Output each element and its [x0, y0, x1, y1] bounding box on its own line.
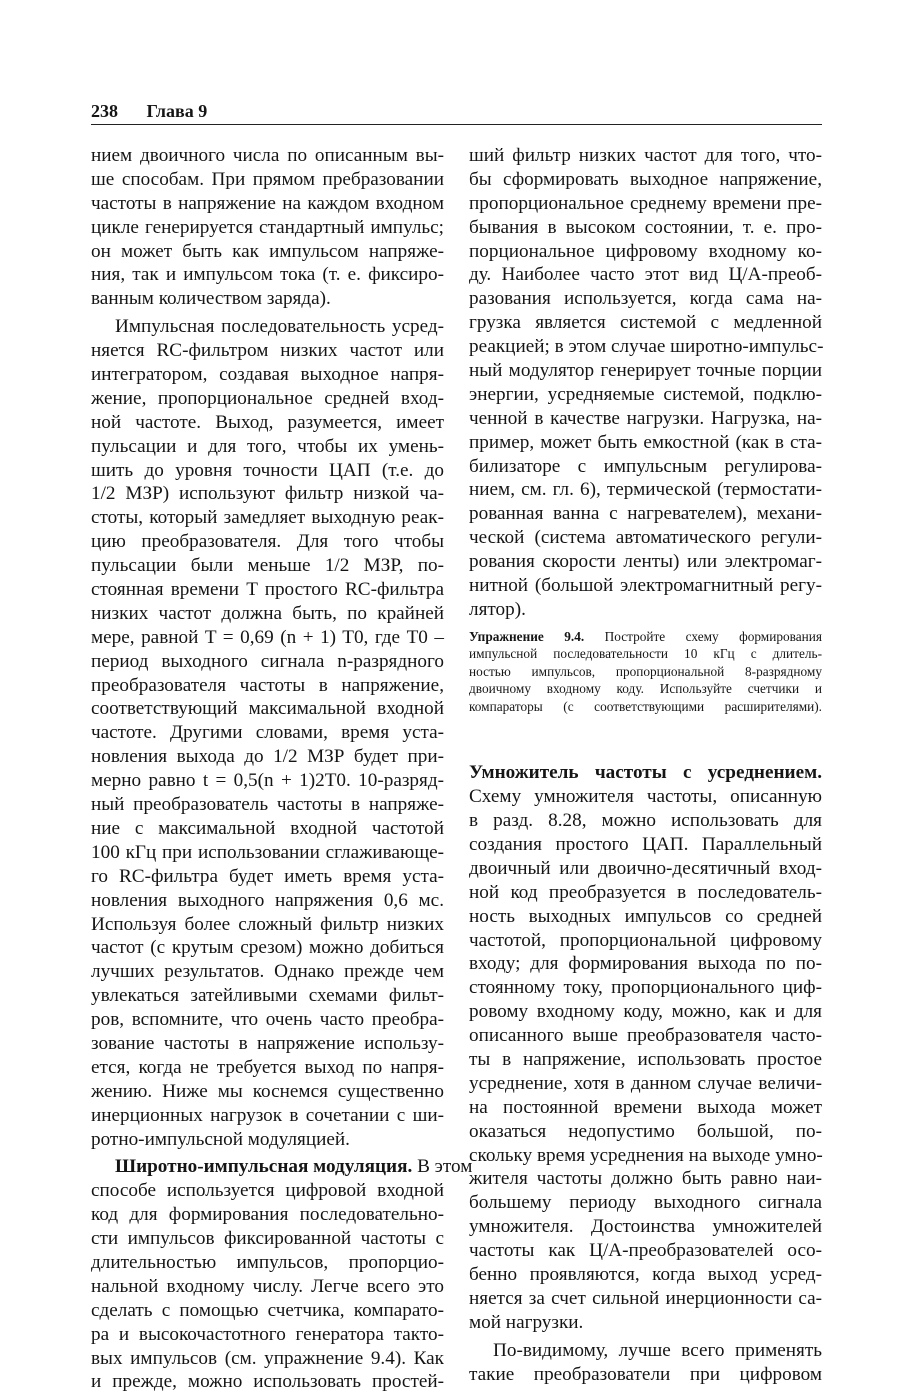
- text-line: Импульсная последовательность усред-: [115, 316, 444, 338]
- text-line: входу; для формирования выхода по по-: [469, 953, 822, 975]
- text-line: новления выхода до 1/2 МЗР будет при-: [91, 746, 444, 768]
- text-line: мой нагрузки.: [469, 1311, 584, 1333]
- text-line: нальной входному числу. Легче всего это: [91, 1275, 444, 1297]
- text-line: низких частот должна быть, по крайней: [91, 602, 444, 624]
- section-heading-line: [91, 1155, 473, 1179]
- text-line: на постоянной времени выхода может: [469, 1096, 822, 1118]
- exercise-line: компараторы (с соответствующими расширителями).: [469, 698, 822, 714]
- text-line: стоянному току, пропорционального циф-: [469, 977, 822, 999]
- section-heading-line: [469, 761, 822, 785]
- text-line: соответствующий максимальной входной: [91, 698, 444, 720]
- text-line: бы сформировать выходное напряжение,: [469, 168, 822, 190]
- text-fragment: Постройте схему формирования: [584, 628, 822, 644]
- text-line: мерно равно t = 0,5(n + 1)2T0. 10-разряд-: [91, 770, 444, 792]
- text-line: ротно-импульсной модуляцией.: [91, 1128, 350, 1150]
- text-line: частоте. Другими словами, время уста-: [91, 722, 444, 744]
- text-line: вых импульсов (см. упражнение 9.4). Как: [91, 1347, 444, 1369]
- text-line: оказаться недопустимо большой, по-: [469, 1120, 822, 1142]
- text-line: нием двоичного числа по описанным вы-: [91, 145, 444, 166]
- text-line: билизаторе с импульсным регулирова-: [469, 455, 822, 477]
- text-line: Используя более сложный фильтр низких: [91, 913, 444, 935]
- text-line: ший фильтр низких частот для того, что-: [469, 145, 822, 166]
- text-line: лятор).: [469, 598, 526, 620]
- text-line: бенно проявляются, когда выход усред-: [469, 1264, 822, 1286]
- chapter-title: Глава 9: [146, 101, 208, 121]
- text-line: способе используется цифровой входной: [91, 1180, 444, 1202]
- text-line: разования используется, когда сама на-: [469, 288, 822, 310]
- text-line: ние с максимальной входной частотой: [91, 817, 444, 839]
- text-line: частотой, пропорциональной цифровому: [469, 929, 822, 951]
- text-line: ется, когда не требуется выход по напря-: [91, 1056, 444, 1078]
- exercise-label: Упражнение 9.4.: [469, 628, 585, 644]
- text-line: он может быть как импульсом напряже-: [91, 240, 444, 262]
- text-line: ду. Наиболее часто этот вид Ц/А-преоб-: [469, 264, 822, 286]
- left-column: [91, 144, 473, 1394]
- text-line: пропорциональное среднему времени пре-: [469, 192, 822, 214]
- text-line: мере, равной T = 0,69 (n + 1) T0, где T0 –: [91, 626, 444, 648]
- exercise-line: двоичному входному коду. Используйте счетчики и: [469, 681, 822, 697]
- exercise-block: [469, 628, 822, 716]
- text-line: шить до уровня точности ЦАП (т.е. до: [91, 459, 444, 481]
- text-line: жению. Ниже мы коснемся существенно: [91, 1080, 444, 1102]
- section-heading-multiplier: Умножитель частоты с усреднением.: [469, 762, 822, 784]
- text-line: 1/2 МЗР) используют фильтр низкой ча-: [91, 483, 444, 505]
- text-line: интегратором, создавая выходное напря-: [91, 364, 444, 386]
- text-line: энергии, усредняемые системой, подклю-: [469, 383, 822, 405]
- text-line: описанного выше преобразователя часто-: [469, 1025, 822, 1047]
- text-line: пример, может быть емкостной (как в ста-: [469, 431, 822, 453]
- text-line: и прежде, можно использовать простей-: [91, 1371, 444, 1393]
- text-line: цию преобразователя. Для того чтобы: [91, 531, 444, 553]
- text-line: жителя частоты должно быть равно наи-: [469, 1168, 822, 1190]
- text-line: в разд. 8.28, можно использовать для: [469, 810, 822, 832]
- text-line: ванным количеством заряда).: [91, 288, 331, 310]
- running-header: [91, 98, 822, 125]
- text-line: ше способам. При прямом пребразовании: [91, 168, 444, 190]
- text-line: код для формирования последовательно-: [91, 1204, 444, 1226]
- text-line: пульсации и для того, чтобы их умень-: [91, 435, 444, 457]
- text-line: 100 кГц при использовании сглаживающе-: [91, 841, 444, 863]
- text-line: сделать с помощью счетчика, компарато-: [91, 1299, 444, 1321]
- text-line: пульсации были меньше 1/2 МЗР, по-: [91, 555, 444, 577]
- text-fragment: В этом: [412, 1156, 473, 1178]
- text-line: нием, см. гл. 6), термической (термостати-: [469, 479, 822, 501]
- right-column: [469, 144, 822, 1386]
- text-line: ра и высокочастотного генератора такто-: [91, 1323, 444, 1345]
- exercise-line: импульсной последовательности 10 кГц с длитель-: [469, 646, 822, 662]
- text-line: увлекаться затейливыми схемами фильт-: [91, 985, 444, 1007]
- text-line: няется RC-фильтром низких частот или: [91, 340, 444, 362]
- text-line: жение, пропорциональное средней вход-: [91, 387, 444, 409]
- text-line: двоичный или двоично-десятичный вход-: [469, 857, 822, 879]
- text-line: ров, вспомните, что очень часто преобра-: [91, 1009, 444, 1031]
- text-line: ной код преобразуется в последователь-: [469, 881, 822, 903]
- text-line: частот (с крутым срезом) можно добиться: [91, 937, 444, 959]
- text-line: усреднение, хотя в данном случае величи-: [469, 1072, 822, 1094]
- text-line: ровому входному коду, можно, как и для: [469, 1001, 822, 1023]
- text-line: ты в напряжение, использовать простое: [469, 1049, 822, 1070]
- text-line: рования скорости ленты) или электромаг-: [469, 551, 822, 573]
- text-line: цикле генерируется стандартный импульс;: [91, 216, 444, 238]
- text-line: скольку время усреднения на выходе умно-: [469, 1144, 823, 1166]
- text-line: частоты как Ц/А-преобразователей осо-: [469, 1240, 822, 1262]
- text-line: стоты, который замедляет выходную реак-: [91, 507, 444, 529]
- text-line: реакцией; в этом случае широтно-импульс-: [469, 336, 824, 358]
- text-line: няется за счет сильной инерционности са-: [469, 1287, 822, 1309]
- text-line: грузка является системой с медленной: [469, 312, 822, 334]
- text-line: такие преобразователи при цифровом: [469, 1363, 822, 1385]
- text-line: ный преобразователь частоты в напряже-: [91, 794, 444, 816]
- text-line: нитной (большой электромагнитный регу-: [469, 575, 822, 597]
- text-line: ния, так и импульсом тока (т. е. фиксиро-: [91, 264, 444, 286]
- text-line: ность выходных импульсов со средней: [469, 905, 822, 927]
- text-line: Схему умножителя частоты, описанную: [469, 786, 822, 808]
- text-line: большему периоду выходного сигнала: [469, 1192, 822, 1214]
- section-heading-pwm: Широтно-импульсная модуляция.: [115, 1156, 413, 1178]
- text-line: ный модулятор генерирует точные порции: [469, 360, 822, 382]
- text-line: новления выходного напряжения 0,6 мс.: [91, 889, 444, 911]
- text-line: стоянная времени T простого RC-фильтра: [91, 579, 444, 601]
- text-line: длительностью импульсов, пропорцио-: [91, 1251, 444, 1273]
- text-line: преобразователя частоты в напряжение,: [91, 674, 444, 696]
- text-line: ченной в качестве нагрузки. Нагрузка, на-: [469, 407, 822, 429]
- text-line: зование частоты в напряжение использу-: [91, 1032, 444, 1054]
- text-line: сти импульсов фиксированной частоты с: [91, 1228, 444, 1250]
- text-line: лучших результатов. Однако прежде чем: [91, 961, 444, 983]
- text-line: умножителя. Достоинства умножителей: [469, 1216, 822, 1238]
- text-line: бывания в высоком состоянии, т. е. про-: [469, 216, 822, 238]
- exercise-line: [469, 628, 822, 646]
- page-number: 238: [91, 101, 118, 121]
- text-line: По-видимому, лучше всего применять: [493, 1339, 822, 1361]
- text-line: рованная ванна с нагревателем), механи-: [469, 503, 822, 525]
- text-line: го RC-фильтра будет иметь время уста-: [91, 865, 444, 887]
- text-line: период выходного сигнала n-разрядного: [91, 650, 444, 672]
- text-line: частоты в напряжение на каждом входном: [91, 192, 444, 214]
- text-line: инерционных нагрузок в сочетании с ши-: [91, 1104, 444, 1126]
- exercise-line: ностью импульсов, пропорциональной 8-разрядному: [469, 663, 822, 679]
- text-line: порциональное цифровому входному ко-: [469, 240, 822, 262]
- text-line: ной частоте. Выход, разумеется, имеет: [91, 411, 444, 433]
- text-line: создания простого ЦАП. Параллельный: [469, 833, 822, 855]
- text-line: ческой (система автоматического регули-: [469, 527, 822, 549]
